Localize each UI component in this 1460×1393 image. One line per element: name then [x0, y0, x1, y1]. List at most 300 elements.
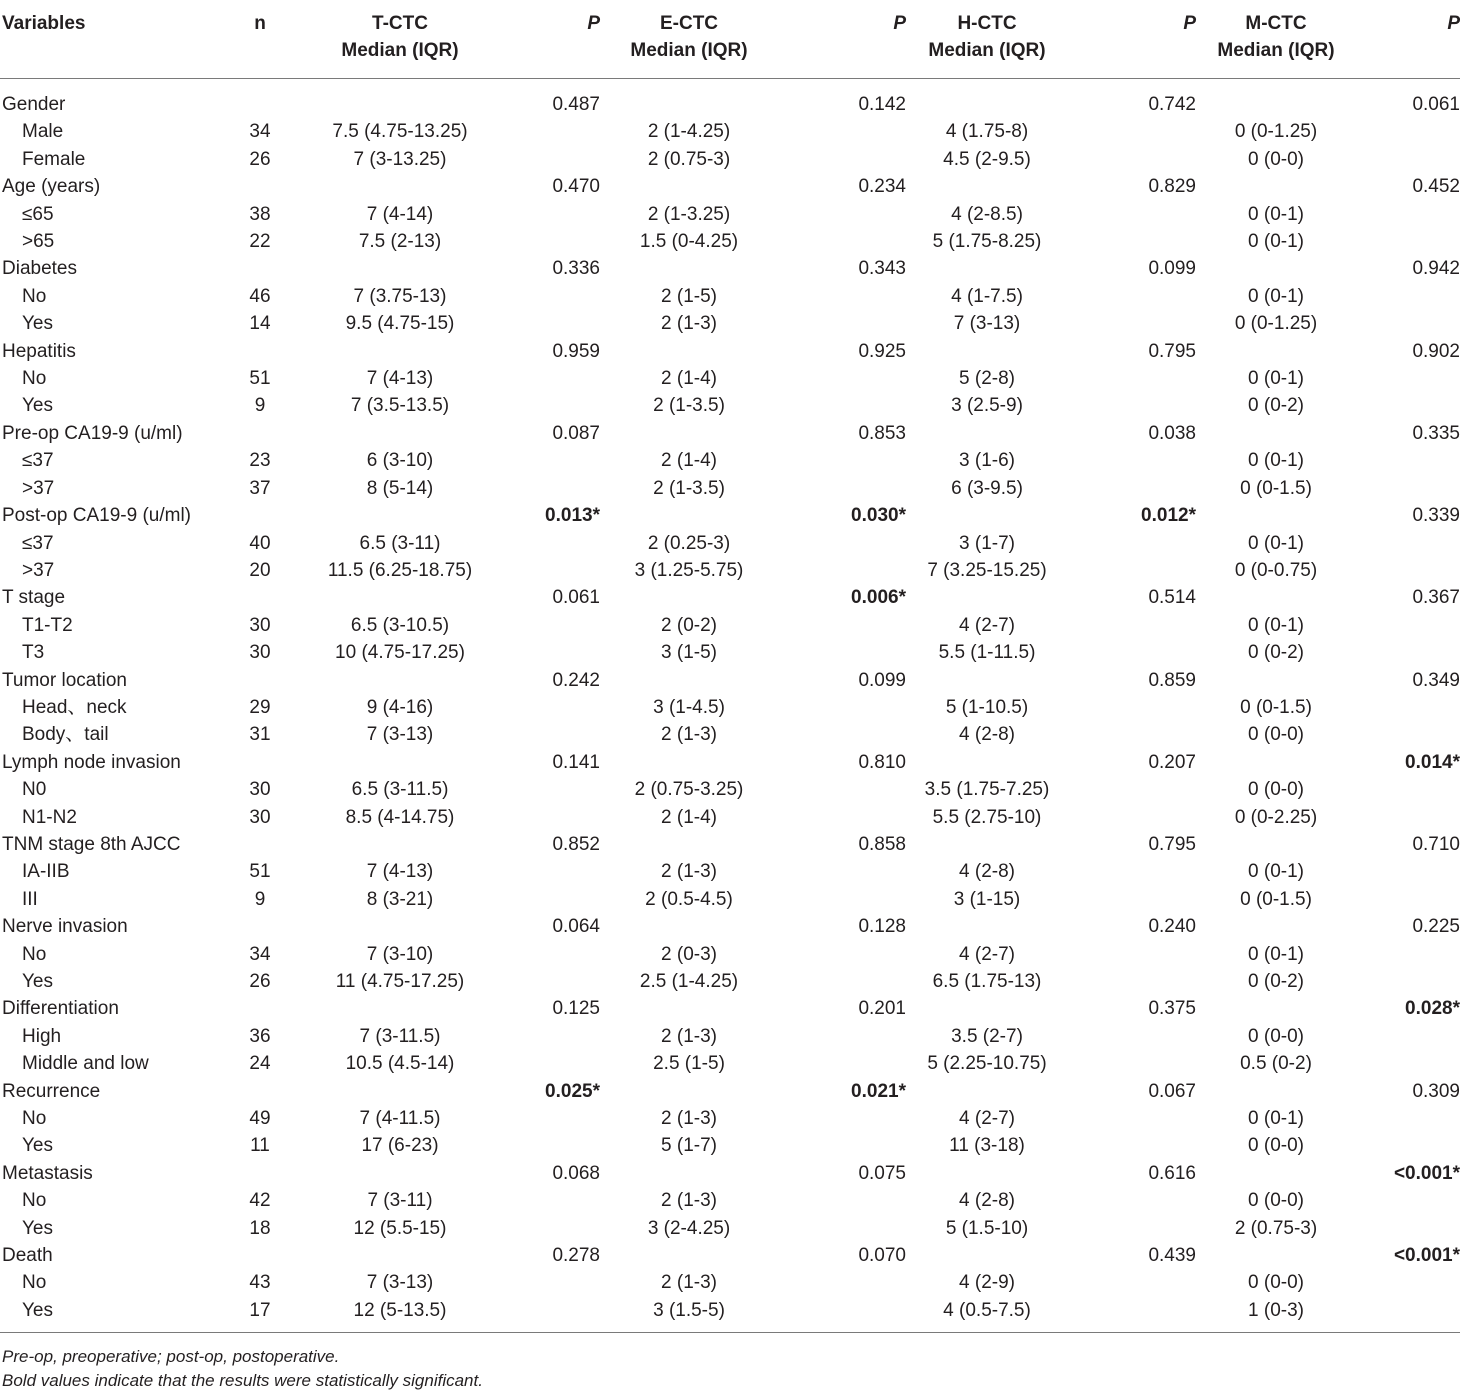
e-ctc-cell — [600, 255, 778, 282]
n-value: 37 — [249, 477, 271, 499]
category-row — [0, 776, 1460, 803]
p-value: 0.021* — [851, 1080, 906, 1102]
p-value: 0.902 — [1412, 340, 1460, 362]
e-ctc-cell — [600, 1242, 778, 1269]
p-cell — [778, 228, 906, 255]
p-cell — [778, 1215, 906, 1242]
n-value: 22 — [249, 231, 271, 253]
header-h-ctc-stat: Median (IQR) — [928, 40, 1046, 61]
category-row — [0, 968, 1460, 995]
header-m-ctc-name: M-CTC — [1245, 13, 1307, 34]
n-cell — [200, 79, 320, 119]
n-value: 30 — [249, 779, 271, 801]
e-ctc-median: 2 (1-4) — [661, 806, 717, 828]
e-ctc-cell — [600, 338, 778, 365]
p-value: 0.067 — [1148, 1080, 1196, 1102]
n-value: 9 — [254, 395, 266, 417]
m-ctc-median: 0 (0-1) — [1248, 861, 1304, 883]
table-body — [0, 79, 1460, 1333]
category-label: No — [22, 1190, 47, 1212]
p-cell — [1068, 283, 1196, 310]
n-cell — [200, 1160, 320, 1187]
p-cell — [1356, 1023, 1460, 1050]
p-cell — [480, 639, 600, 666]
p-cell — [480, 1297, 600, 1333]
e-ctc-cell — [600, 420, 778, 447]
p-cell — [1356, 1050, 1460, 1077]
p-cell — [480, 228, 600, 255]
variable-group-row — [0, 831, 1460, 858]
e-ctc-median: 1.5 (0-4.25) — [639, 231, 739, 253]
t-ctc-cell — [320, 79, 480, 119]
e-ctc-median: 2 (0-2) — [661, 614, 717, 636]
t-ctc-median: 11 (4.75-17.25) — [335, 971, 465, 992]
e-ctc-median: 3 (1-4.5) — [653, 696, 725, 718]
variable-group-row — [0, 1242, 1460, 1269]
e-ctc-cell — [600, 502, 778, 529]
p-value: 0.795 — [1148, 833, 1196, 855]
m-ctc-median: 0 (0-2) — [1248, 395, 1304, 417]
n-cell — [200, 667, 320, 694]
category-row — [0, 1215, 1460, 1242]
h-ctc-cell — [906, 79, 1068, 119]
h-ctc-median: 4 (1-7.5) — [951, 285, 1023, 307]
variable-group-row — [0, 79, 1460, 119]
m-ctc-cell — [1196, 831, 1356, 858]
m-ctc-median: 0 (0-0) — [1248, 1190, 1304, 1212]
category-label: Yes — [22, 1135, 53, 1157]
e-ctc-median: 2 (1-3) — [661, 1272, 717, 1294]
category-label: Female — [22, 148, 86, 170]
n-value: 24 — [249, 1053, 271, 1075]
n-cell — [200, 338, 320, 365]
p-value: 0.942 — [1412, 258, 1460, 280]
e-ctc-cell — [600, 995, 778, 1022]
p-cell — [480, 1050, 600, 1077]
p-value: 0.128 — [858, 916, 906, 938]
h-ctc-cell — [906, 913, 1068, 940]
h-ctc-median: 4 (2-8) — [959, 861, 1015, 883]
p-cell — [480, 146, 600, 173]
p-cell — [778, 804, 906, 831]
t-ctc-cell — [320, 749, 480, 776]
h-ctc-median: 3 (1-15) — [953, 888, 1021, 910]
n-value: 38 — [249, 203, 271, 225]
m-ctc-median: 0 (0-1.25) — [1234, 313, 1318, 335]
header-t-ctc-stat: Median (IQR) — [341, 40, 459, 61]
p-value: 0.070 — [858, 1245, 906, 1267]
p-cell — [1356, 228, 1460, 255]
p-cell — [778, 776, 906, 803]
category-row — [0, 475, 1460, 502]
p-value: 0.367 — [1412, 587, 1460, 609]
n-value: 34 — [249, 121, 271, 143]
m-ctc-median: 0 (0-1.5) — [1240, 888, 1312, 910]
m-ctc-median: 0 (0-1) — [1248, 231, 1304, 253]
h-ctc-cell — [906, 420, 1068, 447]
p-cell — [1068, 694, 1196, 721]
t-ctc-median: 7 (3-13.25) — [353, 148, 447, 170]
e-ctc-median: 2 (1-5) — [661, 285, 717, 307]
h-ctc-median: 4 (2-8) — [959, 1190, 1015, 1212]
t-ctc-median: 7 (3-13) — [366, 1272, 434, 1294]
m-ctc-median: 0 (0-0.75) — [1234, 559, 1318, 581]
t-ctc-median: 9.5 (4.75-15) — [345, 313, 455, 335]
header-row — [0, 10, 1460, 79]
category-label: Yes — [22, 971, 53, 992]
p-cell — [778, 1105, 906, 1132]
h-ctc-median: 4 (2-7) — [959, 614, 1015, 636]
p-value: 0.470 — [552, 176, 600, 198]
h-ctc-cell — [906, 831, 1068, 858]
p-value: 0.234 — [858, 176, 906, 198]
header-t-ctc-name: T-CTC — [372, 13, 428, 34]
variable-group-row — [0, 255, 1460, 282]
p-value: 0.240 — [1148, 916, 1196, 938]
e-ctc-median: 2 (1-4) — [661, 450, 717, 472]
p-cell — [1356, 804, 1460, 831]
p-value: 0.336 — [552, 258, 600, 280]
m-ctc-median: 0 (0-1) — [1248, 368, 1304, 390]
p-cell — [778, 283, 906, 310]
n-value: 51 — [249, 861, 271, 883]
p-value: 0.339 — [1412, 505, 1460, 527]
m-ctc-median: 0 (0-1.5) — [1240, 477, 1312, 499]
p-value: 0.959 — [552, 340, 600, 362]
n-value: 30 — [249, 614, 271, 636]
t-ctc-median: 7 (3-13) — [366, 724, 434, 746]
t-ctc-cell — [320, 1160, 480, 1187]
p-cell — [778, 392, 906, 419]
h-ctc-median: 5 (2-8) — [959, 368, 1015, 390]
variable-group-row — [0, 749, 1460, 776]
header-h-ctc — [906, 10, 1068, 79]
h-ctc-median: 4 (1.75-8) — [945, 121, 1029, 143]
p-cell — [1068, 118, 1196, 145]
p-cell — [1068, 201, 1196, 228]
category-row — [0, 1023, 1460, 1050]
n-cell — [200, 502, 320, 529]
t-ctc-median: 6.5 (3-11) — [359, 532, 441, 554]
footnote-abbreviations: Pre-op, preoperative; post-op, postoperative. — [2, 1347, 340, 1366]
e-ctc-median: 2 (1-3.25) — [647, 203, 731, 225]
m-ctc-median: 0 (0-2.25) — [1234, 806, 1318, 828]
category-label: T1-T2 — [22, 614, 73, 636]
m-ctc-cell — [1196, 749, 1356, 776]
m-ctc-median: 0 (0-2) — [1248, 642, 1304, 664]
p-cell — [778, 118, 906, 145]
t-ctc-median: 7 (3.5-13.5) — [350, 395, 450, 417]
h-ctc-median: 5 (1.5-10) — [945, 1217, 1029, 1239]
p-cell — [1068, 447, 1196, 474]
p-cell — [1068, 1023, 1196, 1050]
p-cell — [778, 365, 906, 392]
p-cell — [1068, 968, 1196, 995]
e-ctc-median: 2 (0.25-3) — [647, 532, 731, 554]
p-value: 0.309 — [1412, 1080, 1460, 1102]
p-value: 0.013* — [545, 505, 600, 527]
e-ctc-median: 2 (0.75-3) — [647, 148, 731, 170]
m-ctc-median: 0 (0-1) — [1248, 1108, 1304, 1130]
category-row — [0, 392, 1460, 419]
p-cell — [480, 1023, 600, 1050]
p-value: 0.061 — [552, 587, 600, 609]
m-ctc-median: 0.5 (0-2) — [1240, 1053, 1312, 1075]
p-cell — [480, 557, 600, 584]
m-ctc-cell — [1196, 667, 1356, 694]
m-ctc-cell — [1196, 79, 1356, 119]
t-ctc-cell — [320, 584, 480, 611]
category-label: No — [22, 285, 47, 307]
variable-label: TNM stage 8th AJCC — [2, 833, 181, 855]
p-cell — [778, 447, 906, 474]
m-ctc-median: 0 (0-1.25) — [1234, 121, 1318, 143]
t-ctc-median: 6 (3-10) — [366, 450, 434, 472]
m-ctc-median: 0 (0-1) — [1248, 450, 1304, 472]
p-value: 0.012* — [1141, 505, 1196, 527]
m-ctc-median: 0 (0-0) — [1248, 1025, 1304, 1047]
p-cell — [778, 475, 906, 502]
p-cell — [1068, 365, 1196, 392]
p-cell — [778, 941, 906, 968]
header-p-m: P — [1356, 10, 1460, 79]
category-label: No — [22, 1272, 47, 1294]
e-ctc-median: 2 (1-3) — [661, 1190, 717, 1212]
p-value: 0.335 — [1412, 422, 1460, 444]
h-ctc-median: 4 (2-9) — [959, 1272, 1015, 1294]
h-ctc-median: 6 (3-9.5) — [951, 477, 1023, 499]
p-cell — [1356, 1132, 1460, 1159]
n-cell — [200, 584, 320, 611]
p-cell — [1356, 146, 1460, 173]
category-row — [0, 1050, 1460, 1077]
e-ctc-cell — [600, 913, 778, 940]
h-ctc-cell — [906, 667, 1068, 694]
t-ctc-median: 12 (5-13.5) — [320, 1297, 480, 1333]
m-ctc-cell — [1196, 502, 1356, 529]
e-ctc-median: 2 (1-4) — [661, 368, 717, 390]
variable-label: Lymph node invasion — [2, 751, 181, 773]
p-cell — [480, 365, 600, 392]
category-row — [0, 1132, 1460, 1159]
m-ctc-cell — [1196, 584, 1356, 611]
variable-group-row — [0, 995, 1460, 1022]
p-cell — [1356, 694, 1460, 721]
n-cell — [200, 749, 320, 776]
h-ctc-median: 5.5 (2.75-10) — [932, 806, 1042, 828]
m-ctc-median: 0 (0-0) — [1248, 148, 1304, 170]
h-ctc-median: 3 (1-6) — [959, 450, 1015, 472]
m-ctc-median: 0 (0-1) — [1248, 614, 1304, 636]
p-cell — [480, 1215, 600, 1242]
t-ctc-median: 7.5 (4.75-13.25) — [332, 121, 468, 143]
p-value: 0.125 — [552, 998, 600, 1020]
category-label: No — [22, 943, 47, 965]
p-cell — [778, 1269, 906, 1296]
p-cell — [778, 530, 906, 557]
t-ctc-median: 12 (5.5-15) — [353, 1217, 447, 1239]
e-ctc-median: 5 (1-7) — [661, 1135, 717, 1157]
p-cell — [1356, 118, 1460, 145]
variable-group-row — [0, 502, 1460, 529]
p-cell — [480, 201, 600, 228]
t-ctc-median: 17 (6-23) — [361, 1135, 439, 1157]
m-ctc-cell — [1196, 420, 1356, 447]
variable-group-row — [0, 1160, 1460, 1187]
variable-label: Pre-op CA19-9 (u/ml) — [2, 422, 183, 444]
e-ctc-cell — [600, 584, 778, 611]
h-ctc-median: 3 (2.5-9) — [951, 395, 1023, 417]
t-ctc-median: 7 (3-11.5) — [359, 1025, 441, 1047]
p-value: 0.201 — [858, 998, 906, 1020]
t-ctc-cell — [320, 667, 480, 694]
e-ctc-cell — [600, 749, 778, 776]
p-cell — [778, 886, 906, 913]
t-ctc-median: 7 (3.75-13) — [353, 285, 447, 307]
m-ctc-median: 1 (0-3) — [1196, 1297, 1356, 1333]
category-row — [0, 1269, 1460, 1296]
p-cell — [1356, 776, 1460, 803]
category-row — [0, 1187, 1460, 1214]
e-ctc-median: 2 (0.75-3.25) — [634, 779, 744, 801]
variable-group-row — [0, 173, 1460, 200]
p-value: 0.087 — [552, 422, 600, 444]
header-e-ctc-name: E-CTC — [659, 13, 719, 34]
p-cell — [778, 1187, 906, 1214]
variable-label: Death — [2, 1245, 53, 1267]
n-value: 40 — [249, 532, 271, 554]
p-cell — [1068, 310, 1196, 337]
t-ctc-cell — [320, 338, 480, 365]
n-value: 31 — [249, 724, 271, 746]
p-cell — [1068, 1132, 1196, 1159]
t-ctc-cell — [320, 502, 480, 529]
p-cell — [1356, 612, 1460, 639]
e-ctc-median: 3 (2-4.25) — [647, 1217, 731, 1239]
p-value: 0.142 — [858, 94, 906, 115]
p-cell — [1356, 201, 1460, 228]
t-ctc-median: 10.5 (4.5-14) — [345, 1053, 455, 1075]
header-p-h: P — [1068, 10, 1196, 79]
p-cell — [480, 475, 600, 502]
p-cell — [480, 283, 600, 310]
p-cell — [1068, 1297, 1196, 1333]
p-cell — [778, 968, 906, 995]
header-e-ctc-stat: Median (IQR) — [630, 40, 748, 61]
m-ctc-median: 2 (0.75-3) — [1234, 1217, 1318, 1239]
p-cell — [1068, 1215, 1196, 1242]
p-cell — [1356, 557, 1460, 584]
n-cell — [200, 1242, 320, 1269]
p-cell — [1356, 365, 1460, 392]
p-cell — [778, 612, 906, 639]
category-row — [0, 694, 1460, 721]
variable-group-row — [0, 913, 1460, 940]
t-ctc-cell — [320, 420, 480, 447]
p-cell — [778, 1132, 906, 1159]
p-value: 0.852 — [552, 833, 600, 855]
h-ctc-cell — [906, 1078, 1068, 1105]
variable-label: Tumor location — [2, 669, 127, 691]
e-ctc-median: 3 (1.5-5) — [600, 1297, 778, 1333]
p-cell — [1356, 1187, 1460, 1214]
category-row — [0, 721, 1460, 748]
variable-group-row — [0, 1078, 1460, 1105]
m-ctc-median: 0 (0-2) — [1248, 971, 1304, 992]
p-value: 0.343 — [858, 258, 906, 280]
p-value: 0.858 — [858, 833, 906, 855]
category-label: No — [22, 1108, 47, 1130]
e-ctc-median: 2 (1-3) — [661, 724, 717, 746]
p-cell — [1356, 475, 1460, 502]
p-cell — [1068, 886, 1196, 913]
category-row — [0, 804, 1460, 831]
p-cell — [778, 146, 906, 173]
category-label: >37 — [22, 559, 55, 581]
h-ctc-cell — [906, 255, 1068, 282]
n-value: 46 — [249, 285, 271, 307]
e-ctc-cell — [600, 831, 778, 858]
e-ctc-cell — [600, 667, 778, 694]
e-ctc-median: 2 (1-4.25) — [647, 121, 731, 143]
n-value: 26 — [249, 971, 271, 992]
category-row — [0, 146, 1460, 173]
h-ctc-cell — [906, 749, 1068, 776]
variable-label: Recurrence — [2, 1080, 101, 1102]
t-ctc-median: 6.5 (3-11.5) — [351, 779, 449, 801]
h-ctc-median: 11 (3-18) — [949, 1135, 1025, 1157]
category-row — [0, 1105, 1460, 1132]
category-label: Male — [22, 121, 64, 143]
m-ctc-cell — [1196, 338, 1356, 365]
h-ctc-cell — [906, 173, 1068, 200]
t-ctc-cell — [320, 1242, 480, 1269]
t-ctc-median: 10 (4.75-17.25) — [335, 642, 465, 664]
p-cell — [1356, 530, 1460, 557]
p-value: 0.742 — [1148, 94, 1196, 115]
t-ctc-median: 7.5 (2-13) — [358, 231, 442, 253]
p-value: 0.795 — [1148, 340, 1196, 362]
p-cell — [1356, 1215, 1460, 1242]
e-ctc-median: 2 (1-3.5) — [653, 395, 725, 417]
p-cell — [480, 1187, 600, 1214]
variable-label: Nerve invasion — [2, 916, 128, 938]
p-cell — [778, 557, 906, 584]
p-value: 0.141 — [552, 751, 600, 773]
p-cell — [1068, 804, 1196, 831]
category-label: ≤65 — [22, 203, 54, 225]
category-label: Middle and low — [22, 1053, 149, 1075]
m-ctc-median: 0 (0-1) — [1248, 532, 1304, 554]
variable-label: Differentiation — [2, 998, 119, 1020]
p-value: 0.487 — [552, 94, 600, 115]
p-value: 0.859 — [1148, 669, 1196, 691]
m-ctc-cell — [1196, 1160, 1356, 1187]
header-m-ctc — [1196, 10, 1356, 79]
m-ctc-median: 0 (0-1) — [1248, 203, 1304, 225]
t-ctc-median: 8.5 (4-14.75) — [345, 806, 455, 828]
n-value: 23 — [249, 450, 271, 472]
category-row — [0, 639, 1460, 666]
p-cell — [480, 392, 600, 419]
p-cell — [1356, 310, 1460, 337]
n-value: 34 — [249, 943, 271, 965]
t-ctc-cell — [320, 1078, 480, 1105]
p-value: 0.278 — [552, 1245, 600, 1267]
p-value: 0.068 — [552, 1162, 600, 1184]
ctc-table — [0, 10, 1460, 1333]
m-ctc-cell — [1196, 255, 1356, 282]
